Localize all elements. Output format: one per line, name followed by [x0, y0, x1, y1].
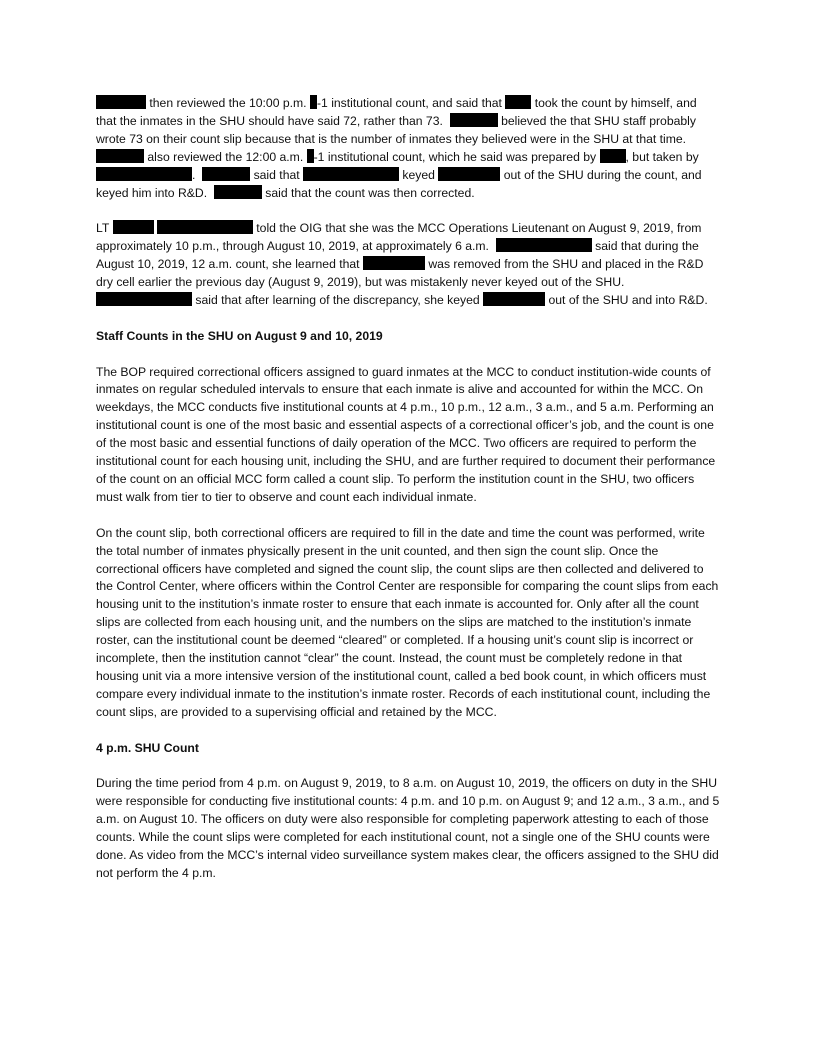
redaction	[202, 167, 250, 181]
redaction	[450, 113, 498, 127]
redaction	[113, 220, 154, 234]
redaction	[505, 95, 531, 109]
text: was removed from the SHU and placed in the R&D dry cell earlier the previous day (August 9, 2019), but was mistakenly never keyed out of the SHU.	[96, 257, 704, 290]
redaction	[96, 149, 144, 163]
paragraph-4: On the count slip, both correctional officers are required to fill in the date and time the count was performed, write the total number of inmates physically present in the unit counted, and then sign the count slip. Once the correctional officers have completed and signed the count slip, the count slips are then collected and delivered to the Control Center, where officers within the Control Center are responsible for comparing the count slips from each housing unit to the institution’s inmate roster to ensure that each inmate is accounted for. Only after all the count slips are collected from each housing unit, and the numbers on the slips are matched to the institution’s inmate roster, can the institutional count be deemed “cleared” or completed. If a housing unit’s count slip is incorrect or incomplete, then the institution cannot “clear” the count. Instead, the count must be completely redone in that housing unit via a more intensive version of the institutional count, called a bed book count, in which officers must compare every individual inmate to the institution’s inmate roster. Records of each institutional count, including the count slips, are provided to a supervising official and retained by the MCC.	[96, 525, 719, 719]
redaction	[483, 292, 545, 306]
document-page	[96, 95, 720, 901]
text: out of the SHU during the count, and keyed him into R&D.	[96, 167, 702, 200]
redaction	[363, 256, 425, 270]
redaction	[307, 149, 314, 163]
text: said that	[253, 167, 300, 182]
redaction	[96, 167, 192, 181]
text: also reviewed the 12:00 a.m.	[147, 149, 304, 164]
redaction	[303, 167, 399, 181]
text: -1 institutional count, and said that	[316, 96, 502, 110]
text: LT	[96, 221, 110, 236]
redaction	[157, 220, 253, 234]
paragraph-1	[96, 95, 720, 202]
text: out of the SHU and into R&D.	[548, 292, 708, 307]
paragraph-5: During the time period from 4 p.m. on August 9, 2019, to 8 a.m. on August 10, 2019, the officers on duty in the SHU were responsible for conducting five institutional counts: 4 p.m. and 10 p.m. on August 9; and 12 a.m., 3 a.m., and 5 a.m. on August 10. The officers on duty were also responsible for completing paperwork attesting to each of those counts. While the count slips were completed for each institutional count, not a single one of the SHU counts were done. As video from the MCC’s internal video surveillance system makes clear, the officers assigned to the SHU did not perform the 4 p.m.	[96, 776, 720, 880]
redaction	[438, 167, 500, 181]
text: said that after learning of the discrepancy, she keyed	[195, 292, 480, 307]
text: .	[192, 167, 196, 182]
text: -1 institutional count, which he said was prepared by	[313, 149, 597, 164]
redaction	[214, 185, 262, 199]
text: told the OIG that she was the MCC Operations Lieutenant on August 9, 2019, from approximately 10 p.m., through August 10, 2019, at approximately 6 a.m.	[96, 221, 702, 254]
redaction	[600, 149, 626, 163]
paragraph-3: The BOP required correctional officers assigned to guard inmates at the MCC to conduct institution-wide counts of inmates on regular scheduled intervals to ensure that each inmate is alive and accounted for within the MCC. On weekdays, the MCC conducts five institutional counts at 4 p.m., 10 p.m., 12 a.m., 3 a.m., and 5 a.m. Performing an institutional count is one of the most basic and essential aspects of a correctional officer’s job, and the count is one of the most basic and essential functions of daily operation of the MCC. Two officers are required to perform the institutional count for each housing unit, including the SHU, and are further required to document their performance of the count on an official MCC form called a count slip. To perform the institution count in the SHU, two officers must walk from tier to tier to observe and count each individual inmate.	[96, 364, 716, 504]
redaction	[96, 95, 146, 109]
text: said that during the August 10, 2019, 12 a.m. count, she learned that	[96, 239, 699, 272]
text: believed the that SHU staff probably wrote 73 on their count slip because that is the number of inmates they believed were in the SHU at that time.	[96, 113, 696, 146]
text: said that the count was then corrected.	[265, 185, 475, 200]
paragraph-2	[96, 220, 720, 310]
text: took the count by himself, and that the inmates in the SHU should have said 72, rather than 73.	[96, 96, 697, 128]
text: keyed	[402, 167, 435, 182]
text: then reviewed the 10:00 p.m.	[149, 96, 307, 110]
redaction	[96, 292, 192, 306]
text: , but taken by	[625, 149, 699, 164]
redaction	[496, 238, 592, 252]
redaction	[310, 95, 317, 109]
section-heading: Staff Counts in the SHU on August 9 and 10, 2019	[96, 328, 383, 343]
section-heading: 4 p.m. SHU Count	[96, 740, 199, 755]
